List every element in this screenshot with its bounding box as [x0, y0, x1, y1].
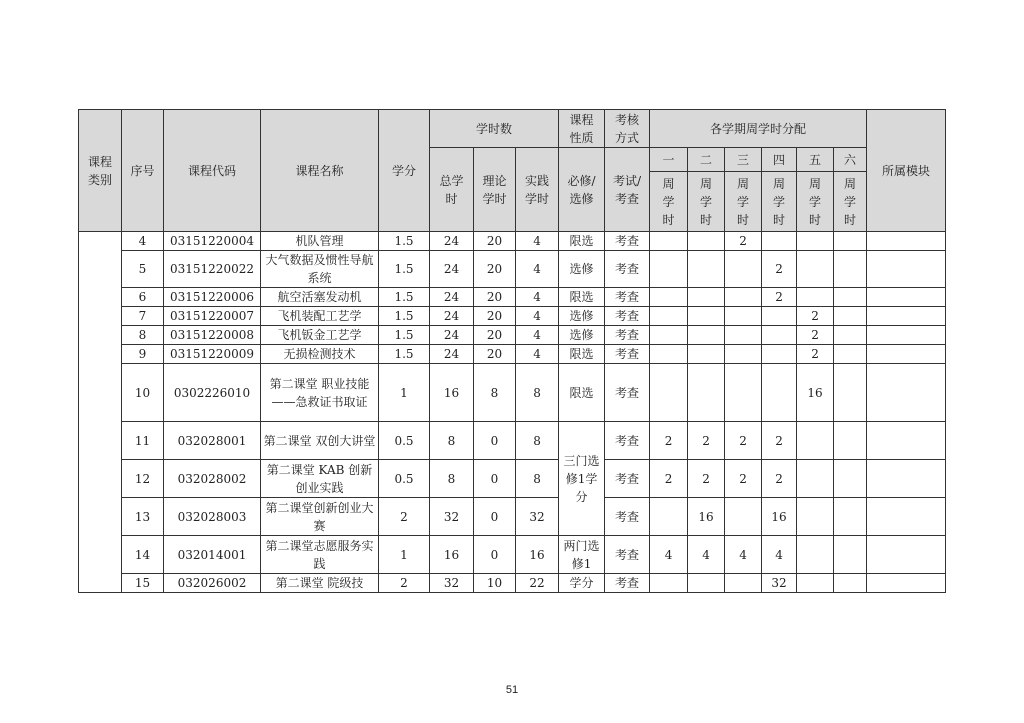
cell-practice: 4 — [516, 345, 559, 364]
cell-theory: 20 — [474, 326, 516, 345]
cell-credits: 1 — [379, 364, 430, 422]
cell-code: 03151220022 — [164, 251, 261, 288]
cell-sem3: 4 — [725, 536, 762, 574]
cell-seq: 4 — [122, 232, 164, 251]
table-row — [79, 536, 946, 574]
cell-nature-merged: 两门选修1 — [559, 536, 605, 574]
cell-assess: 考查 — [605, 307, 650, 326]
cell-credits: 1.5 — [379, 307, 430, 326]
cell-credits: 1.5 — [379, 288, 430, 307]
table-row — [79, 364, 946, 422]
cell-nature-merged: 三门选修1学分 — [559, 422, 605, 536]
cell-sem1 — [650, 307, 688, 326]
cell-total: 8 — [430, 422, 474, 460]
cell-sem2 — [688, 326, 725, 345]
cell-module — [867, 345, 946, 364]
cell-name: 航空活塞发动机 — [261, 288, 379, 307]
cell-sem2 — [688, 345, 725, 364]
cell-practice: 4 — [516, 232, 559, 251]
cell-sem5 — [797, 574, 834, 593]
header-semesters: 各学期周学时分配 — [650, 110, 867, 148]
table-row — [79, 307, 946, 326]
header-nature-sub: 必修/选修 — [559, 148, 605, 232]
header-credits: 学分 — [379, 110, 430, 232]
cell-sem2 — [688, 232, 725, 251]
cell-total: 24 — [430, 288, 474, 307]
cell-module — [867, 536, 946, 574]
cell-theory: 0 — [474, 498, 516, 536]
cell-code: 0302226010 — [164, 364, 261, 422]
cell-sem5: 16 — [797, 364, 834, 422]
header-sem-4: 四 — [762, 148, 797, 172]
cell-practice: 32 — [516, 498, 559, 536]
cell-practice: 4 — [516, 288, 559, 307]
cell-practice: 8 — [516, 422, 559, 460]
cell-sem6 — [834, 288, 867, 307]
cell-assess: 考查 — [605, 251, 650, 288]
cell-nature: 选修 — [559, 251, 605, 288]
cell-sem1: 2 — [650, 460, 688, 498]
cell-sem2 — [688, 251, 725, 288]
cell-sem4 — [762, 345, 797, 364]
cell-assess: 考查 — [605, 326, 650, 345]
cell-sem3 — [725, 307, 762, 326]
category-cell — [79, 232, 122, 593]
cell-credits: 1 — [379, 536, 430, 574]
cell-sem6 — [834, 326, 867, 345]
cell-seq: 12 — [122, 460, 164, 498]
cell-sem5: 2 — [797, 345, 834, 364]
cell-theory: 0 — [474, 536, 516, 574]
cell-total: 16 — [430, 536, 474, 574]
cell-total: 24 — [430, 307, 474, 326]
cell-sem4: 16 — [762, 498, 797, 536]
cell-credits: 1.5 — [379, 345, 430, 364]
cell-assess: 考查 — [605, 345, 650, 364]
cell-sem6 — [834, 498, 867, 536]
header-assess: 考核方式 — [605, 110, 650, 148]
header-sem-1: 一 — [650, 148, 688, 172]
header-sem-sub: 周学时 — [725, 172, 762, 232]
header-seq: 序号 — [122, 110, 164, 232]
cell-code: 032028003 — [164, 498, 261, 536]
cell-credits: 2 — [379, 498, 430, 536]
cell-sem1 — [650, 326, 688, 345]
cell-assess: 考查 — [605, 536, 650, 574]
cell-sem4 — [762, 232, 797, 251]
cell-sem1 — [650, 288, 688, 307]
cell-practice: 16 — [516, 536, 559, 574]
cell-sem1 — [650, 251, 688, 288]
cell-module — [867, 574, 946, 593]
cell-assess: 考查 — [605, 574, 650, 593]
header-category: 课程类别 — [79, 110, 122, 232]
cell-sem2: 16 — [688, 498, 725, 536]
header-practice: 实践学时 — [516, 148, 559, 232]
cell-nature: 选修 — [559, 307, 605, 326]
cell-sem3: 2 — [725, 232, 762, 251]
cell-module — [867, 364, 946, 422]
cell-seq: 7 — [122, 307, 164, 326]
cell-sem5: 2 — [797, 307, 834, 326]
cell-total: 24 — [430, 345, 474, 364]
cell-sem6 — [834, 536, 867, 574]
cell-sem2: 4 — [688, 536, 725, 574]
cell-theory: 20 — [474, 251, 516, 288]
cell-code: 03151220007 — [164, 307, 261, 326]
header-module: 所属模块 — [867, 110, 946, 232]
cell-sem5: 2 — [797, 326, 834, 345]
cell-sem4: 4 — [762, 536, 797, 574]
table-row — [79, 288, 946, 307]
table-row — [79, 345, 946, 364]
cell-code: 03151220006 — [164, 288, 261, 307]
cell-sem6 — [834, 460, 867, 498]
cell-nature: 限选 — [559, 345, 605, 364]
cell-sem3: 2 — [725, 460, 762, 498]
cell-sem1 — [650, 232, 688, 251]
cell-sem5 — [797, 498, 834, 536]
cell-practice: 8 — [516, 460, 559, 498]
cell-assess: 考查 — [605, 288, 650, 307]
cell-total: 24 — [430, 326, 474, 345]
cell-nature-merged: 学分 — [559, 574, 605, 593]
cell-sem3 — [725, 574, 762, 593]
cell-total: 24 — [430, 232, 474, 251]
cell-nature: 限选 — [559, 288, 605, 307]
cell-seq: 14 — [122, 536, 164, 574]
table-row — [79, 422, 946, 460]
cell-theory: 0 — [474, 422, 516, 460]
cell-code: 032028001 — [164, 422, 261, 460]
page-number: 51 — [505, 684, 519, 696]
header-sem-6: 六 — [834, 148, 867, 172]
cell-name: 大气数据及惯性导航系统 — [261, 251, 379, 288]
cell-name: 第二课堂创新创业大赛 — [261, 498, 379, 536]
cell-name: 第二课堂 双创大讲堂 — [261, 422, 379, 460]
cell-total: 16 — [430, 364, 474, 422]
header-sem-sub: 周学时 — [834, 172, 867, 232]
cell-sem6 — [834, 251, 867, 288]
cell-theory: 20 — [474, 232, 516, 251]
header-sem-3: 三 — [725, 148, 762, 172]
cell-credits: 1.5 — [379, 232, 430, 251]
cell-sem2 — [688, 364, 725, 422]
cell-name: 第二课堂志愿服务实践 — [261, 536, 379, 574]
cell-credits: 1.5 — [379, 251, 430, 288]
cell-module — [867, 460, 946, 498]
cell-total: 8 — [430, 460, 474, 498]
cell-credits: 0.5 — [379, 422, 430, 460]
cell-module — [867, 307, 946, 326]
cell-sem3 — [725, 251, 762, 288]
table-row — [79, 498, 946, 536]
cell-code: 032028002 — [164, 460, 261, 498]
cell-sem6 — [834, 422, 867, 460]
cell-credits: 0.5 — [379, 460, 430, 498]
cell-sem1: 2 — [650, 422, 688, 460]
cell-sem1: 4 — [650, 536, 688, 574]
cell-sem6 — [834, 345, 867, 364]
header-sem-2: 二 — [688, 148, 725, 172]
cell-code: 03151220004 — [164, 232, 261, 251]
cell-seq: 9 — [122, 345, 164, 364]
cell-name: 第二课堂 院级技 — [261, 574, 379, 593]
cell-sem5 — [797, 460, 834, 498]
cell-sem2 — [688, 307, 725, 326]
cell-sem5 — [797, 251, 834, 288]
cell-assess: 考查 — [605, 232, 650, 251]
cell-nature: 选修 — [559, 326, 605, 345]
header-sem-sub: 周学时 — [650, 172, 688, 232]
cell-sem4: 2 — [762, 251, 797, 288]
cell-sem4: 2 — [762, 460, 797, 498]
header-code: 课程代码 — [164, 110, 261, 232]
cell-theory: 10 — [474, 574, 516, 593]
cell-sem6 — [834, 574, 867, 593]
cell-assess: 考查 — [605, 498, 650, 536]
cell-theory: 8 — [474, 364, 516, 422]
cell-nature: 限选 — [559, 364, 605, 422]
cell-assess: 考查 — [605, 460, 650, 498]
cell-practice: 8 — [516, 364, 559, 422]
cell-sem3 — [725, 345, 762, 364]
cell-name: 机队管理 — [261, 232, 379, 251]
cell-total: 24 — [430, 251, 474, 288]
cell-sem1 — [650, 364, 688, 422]
header-sem-sub: 周学时 — [688, 172, 725, 232]
cell-sem1 — [650, 574, 688, 593]
cell-code: 032026002 — [164, 574, 261, 593]
cell-practice: 4 — [516, 251, 559, 288]
table-row — [79, 574, 946, 593]
cell-sem4: 2 — [762, 422, 797, 460]
header-sem-sub: 周学时 — [762, 172, 797, 232]
cell-sem2 — [688, 288, 725, 307]
cell-name: 第二课堂 职业技能——急救证书取证 — [261, 364, 379, 422]
cell-sem4 — [762, 364, 797, 422]
cell-module — [867, 232, 946, 251]
cell-code: 032014001 — [164, 536, 261, 574]
cell-code: 03151220008 — [164, 326, 261, 345]
cell-sem3 — [725, 498, 762, 536]
cell-sem1 — [650, 498, 688, 536]
cell-theory: 20 — [474, 345, 516, 364]
cell-seq: 11 — [122, 422, 164, 460]
cell-sem2 — [688, 574, 725, 593]
cell-credits: 2 — [379, 574, 430, 593]
cell-sem1 — [650, 345, 688, 364]
cell-total: 32 — [430, 498, 474, 536]
cell-name: 第二课堂 KAB 创新创业实践 — [261, 460, 379, 498]
table-row — [79, 460, 946, 498]
cell-sem6 — [834, 232, 867, 251]
cell-sem6 — [834, 307, 867, 326]
cell-sem3 — [725, 364, 762, 422]
cell-seq: 15 — [122, 574, 164, 593]
cell-theory: 20 — [474, 307, 516, 326]
header-assess-sub: 考试/考查 — [605, 148, 650, 232]
cell-sem4 — [762, 307, 797, 326]
table-row — [79, 232, 946, 251]
header-hours: 学时数 — [430, 110, 559, 148]
cell-sem4: 2 — [762, 288, 797, 307]
table-row — [79, 326, 946, 345]
cell-seq: 5 — [122, 251, 164, 288]
cell-name: 飞机钣金工艺学 — [261, 326, 379, 345]
cell-sem3: 2 — [725, 422, 762, 460]
header-theory: 理论学时 — [474, 148, 516, 232]
cell-total: 32 — [430, 574, 474, 593]
header-sem-sub: 周学时 — [797, 172, 834, 232]
cell-seq: 8 — [122, 326, 164, 345]
cell-seq: 13 — [122, 498, 164, 536]
cell-module — [867, 288, 946, 307]
cell-sem3 — [725, 288, 762, 307]
cell-nature: 限选 — [559, 232, 605, 251]
cell-practice: 4 — [516, 307, 559, 326]
curriculum-table — [78, 109, 946, 593]
cell-sem6 — [834, 364, 867, 422]
cell-module — [867, 422, 946, 460]
cell-sem4 — [762, 326, 797, 345]
cell-theory: 0 — [474, 460, 516, 498]
cell-sem3 — [725, 326, 762, 345]
cell-code: 03151220009 — [164, 345, 261, 364]
cell-assess: 考查 — [605, 364, 650, 422]
cell-seq: 10 — [122, 364, 164, 422]
header-name: 课程名称 — [261, 110, 379, 232]
cell-name: 飞机装配工艺学 — [261, 307, 379, 326]
cell-module — [867, 498, 946, 536]
header-nature: 课程性质 — [559, 110, 605, 148]
cell-sem2: 2 — [688, 422, 725, 460]
cell-seq: 6 — [122, 288, 164, 307]
cell-sem5 — [797, 536, 834, 574]
cell-name: 无损检测技术 — [261, 345, 379, 364]
table-row — [79, 251, 946, 288]
cell-sem2: 2 — [688, 460, 725, 498]
cell-practice: 4 — [516, 326, 559, 345]
cell-sem4: 32 — [762, 574, 797, 593]
cell-module — [867, 326, 946, 345]
cell-sem5 — [797, 422, 834, 460]
cell-assess: 考查 — [605, 422, 650, 460]
header-sem-5: 五 — [797, 148, 834, 172]
cell-sem5 — [797, 288, 834, 307]
cell-practice: 22 — [516, 574, 559, 593]
cell-theory: 20 — [474, 288, 516, 307]
header-total: 总学时 — [430, 148, 474, 232]
cell-module — [867, 251, 946, 288]
cell-sem5 — [797, 232, 834, 251]
cell-credits: 1.5 — [379, 326, 430, 345]
